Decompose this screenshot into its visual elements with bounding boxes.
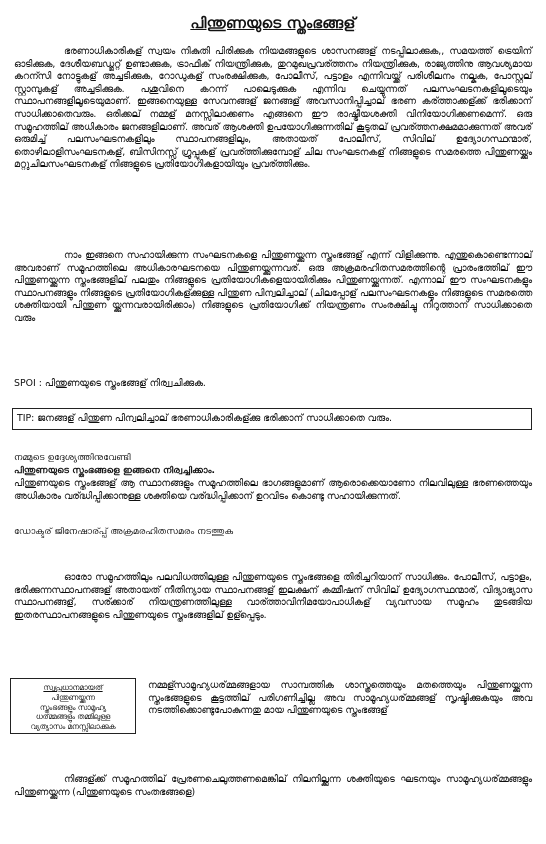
sidebox-line: സ്തംഭങ്ങളും സാമൂഹ്യ [39, 702, 107, 712]
sidebox-line: സ്വപ്രധാനമായത് [43, 683, 103, 692]
definition-body: പിന്തുണയുടെ സ്തംഭങ്ങള് ആ സ്ഥാനങ്ങളും സമൂഹത്തിലെ ഭാഗങ്ങളുമാണ് ആരൊക്കെയാണോ നിലവിലുള്ള ഭരണത്തെയും അധികാരം വര്ദ്ധിപ്പിക്കാനുള്ള ശക്തിയെ വര്ദ്ധിപ്പിക്കാന് ഉറവിടം കൊണ്ടു സഹായിക്കുന്നത്. [14, 478, 532, 502]
sidebox-line: ധര്മ്മങ്ങളും തമ്മിലുള്ള [35, 712, 111, 722]
tip-box: TIP: ജനങ്ങള് പിന്തുണ പിന്വലിച്ചാല് ഭരണാധികാരികള്ക്കു ഭരിക്കാന് സാധിക്കാതെ വരും. [12, 408, 532, 430]
page-title: പിന്തുണയുടെ സ്തംഭങ്ങള് [190, 14, 356, 32]
sidebox-line: പിന്തുണയ്ക്കുന്ന [51, 692, 95, 702]
paragraph-pillars-intro: നാം ഇങ്ങനെ സഹായിക്കുന്ന സംഘടനകളെ പിന്തുണയ്ക്കുന്ന സ്തംഭങ്ങള് എന്ന് വിളിക്കുന്നു. എന്തുകൊണ്ടെന്നാല് അവരാണ് സമൂഹത്തിലെ അധികാരഘടനയെ പിന്തുണയ്ക്കുന്നവര്. ഒരു അക്രമരഹിതസമരത്തിന്റെ പ്രാരംഭത്തില് ഈ പിന്തുണയ്ക്കുന്ന സ്തംഭങ്ങളില് പലതും നിങ്ങളുടെ പ്രതിയോഗികളെയായിരിക്കും പിന്തുണയ്ക്കുന്നത്. എന്നാല് ഈ സംഘടനകളും സ്ഥാപനങ്ങളും നിങ്ങളുടെ പ്രതിയോഗികള്ക്കുള്ള പിന്തുണ പിന്വലിച്ചാല് (ചിലപ്പോള് പലസംഘടനകളും നിങ്ങളുടെ സമരത്തെ ശക്തിയായി പിന്തുണ യ്ക്കുന്നവരായിരിക്കാം) നിങ്ങളുടെ പ്രതിയോഗിക്ക് നിയന്ത്രണം സംരക്ഷിച്ചു നിറുത്താന് സാധിക്കാതെ വരും [14, 250, 532, 324]
sidebar-note-box [10, 678, 136, 734]
paragraph-influence: നിങ്ങള്ക്ക് സമൂഹത്തില് പ്രേരണചെലുത്തണമെങ്കില് നിലനില്ക്കുന്ന ശക്തിയുടെ ഘടനയും സാമൂഹ്യധര്മ്മങ്ങളും പിന്തുണയ്ക്കുന്ന (പിന്തുണയുടെ സംതഭങ്ങളെ) [14, 774, 532, 798]
sidebox-line: വ്യത്യാസം മനസ്സിലാക്കുക [30, 722, 116, 732]
paragraph-duties: ഭരണാധികാരികള് സ്വയം നികുതി പിരിക്കുക നിയമങ്ങളുടെ ശാസനങ്ങള് നടപ്പിലാക്കുക,, സമയത്ത് ട്രെയിന് ഓടിക്കുക, ദേശീയബഡ്ജറ്റ് ഉണ്ടാക്കുക, ട്രാഫിക് നിയന്ത്രിക്കുക, തുറമുഖപ്രവര്ത്തനം നിയന്ത്രിക്കുക, രാജ്യത്തിനു ആവശ്യമായ കറന്സി നോട്ടുകള് അച്ചടിക്കുക, റോഡുകള് സംരക്ഷിക്കുക, പോലീസ്, പട്ടാളം എന്നിവയ്ക്ക് പരിശീലനം നല്കുക, പോസ്റ്റല് സ്റ്റാമ്പുകള് അച്ചടിക്കുക. പശുവിനെ കറന്ന് പാലെടുക്കുക എന്നിവ ചെയ്യുന്നത് പലസംഘടനകളിലൂടെയും സ്ഥാപനങ്ങളിലൂടെയുമാണ്. ഇങ്ങനെയുള്ള സേവനങ്ങള് ജനങ്ങള് അവസാനിപ്പിച്ചാല് ഭരണ കര്ത്താക്കള്ക്ക് ഭരിക്കാന് സാധിക്കാതെവരും. ഒരിക്കല് നമ്മള് മനസ്സിലാക്കണം എങ്ങനെ ഈ രാഷ്ട്രീയശക്തി വിനിയോഗിക്കണമെന്ന്. ഒരു സമൂഹത്തില് അധികാരം ജനങ്ങളിലാണ്. അവര് ആശക്തി ഉപയോഗിക്കുന്നതില് കൂടുതല് പ്രവര്ത്തനക്ഷമമാക്കുന്നത് അവര് ഒരുമിച്ച് പലസംഘടനകളിലും സ്ഥാപനങ്ങളിലും, അതായത് പോലീസ്, സിവില് ഉദ്യോഗസ്ഥന്മാര്, തൊഴിലാളിസംഘടനകള്, ബിസിനസ്സ് ഗ്രൂപ്പുകള് പ്രവര്ത്തിക്കുമ്പോള് ചില സംഘടനകള് നിങ്ങളുടെ സമരത്തെ പിന്തുണയ്ക്കും മറ്റുചിലസംഘടനകള് നിങ്ങളുടെ പ്രതിയോഗികളായിയും പ്രവര്ത്തിക്കും. [14, 46, 532, 171]
reference-line: ഡോക്ടര് ജിനേഷാര്പ്പ് അക്രമരഹിതസമരം നടത്തുക [14, 526, 234, 537]
goal-line: നമ്മുടെ ഉദ്ദേശ്യത്തിനുവേണ്ടി [14, 452, 131, 463]
paragraph-social-functions: നമ്മള്സാമൂഹ്യധര്മ്മങ്ങളായ സാമ്പത്തിക ശാസ്ത്രത്തെയും മതത്തെയും പിന്തുണയ്ക്കുന്ന സ്തംഭങ്ങളുടെ കൂട്ടത്തില് പരിഗണിച്ചില്ല അവ സാമൂഹ്യധര്മ്മങ്ങള് സൃഷ്ടിക്കുകയും അവ നടത്തിക്കൊണ്ടുപോകുന്നതു മായ പിന്തുണയുടെ സ്തംഭങ്ങള് [148, 680, 532, 717]
definition-heading: പിന്തുണയുടെ സ്തംഭങ്ങളെ ഇങ്ങനെ നിര്വച്ചിക്കാം. [14, 465, 216, 476]
spoi-line: SPOI : പിന്തുണയുടെ സ്തംഭങ്ങള് നിര്വ്വചിക്കുക. [14, 378, 206, 389]
paragraph-pillar-examples: ഓരോ സമൂഹത്തിലും പലവിധത്തിലുള്ള പിന്തുണയുടെ സ്തംഭങ്ങളെ തിരിച്ചറിയാന് സാധിക്കും. പോലീസ്, പട്ടാളം, ഭരിക്കുന്നസ്ഥാപനങ്ങള് അതായത് നീതിന്യായ സ്ഥാപനങ്ങള് ഇലക്ഷന് കമ്മീഷന് സിവില് ഉദ്യോഗസ്ഥന്മാര്, വിദ്യാഭ്യാസ സ്ഥാപനങ്ങള്, സര്ക്കാര് നിയന്ത്രണത്തിലുള്ള വാര്ത്താവിനിമയോപാധികള് വ്യവസായ സമൂഹം തുടങ്ങിയ ഇതരസ്ഥാപനങ്ങളുടെ പിന്തുണയുടെ സ്തംഭങ്ങളില് ഉള്പ്പെടും. [14, 572, 532, 621]
